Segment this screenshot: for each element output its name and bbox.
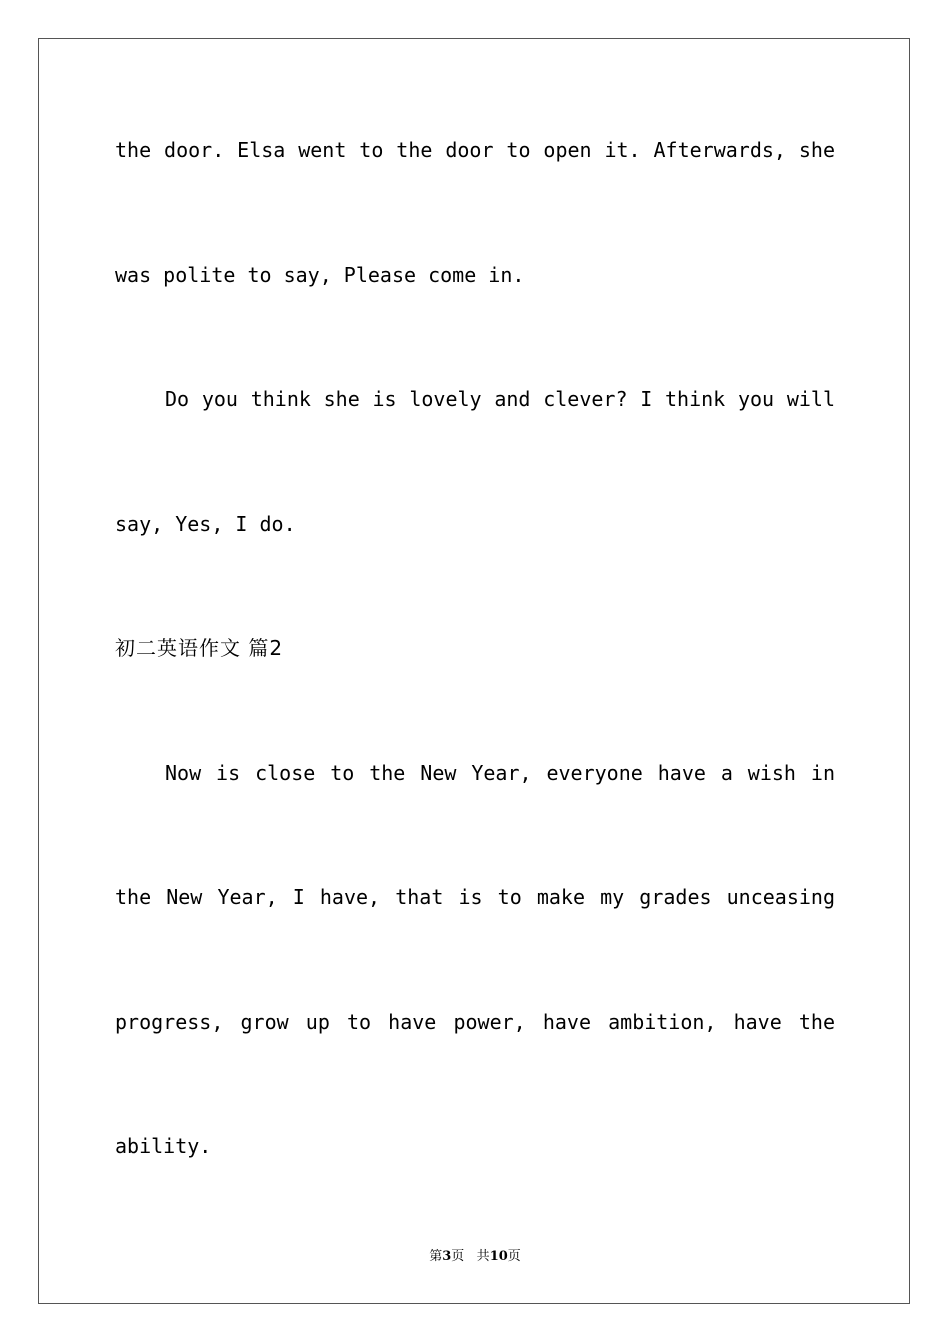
paragraph-line: the New Year, I have, that is to make my grades unceasing xyxy=(115,885,835,909)
section-heading: 初二英语作文 篇2 xyxy=(115,636,284,660)
paragraph-line: progress, grow up to have power, have ambition, have the xyxy=(115,1010,835,1034)
paragraph-line: the door. Elsa went to the door to open it. Afterwards, she xyxy=(115,138,835,162)
footer-total-suffix: 页 xyxy=(507,1249,521,1264)
paragraph-line: ability. xyxy=(115,1134,212,1158)
paragraph-line: was polite to say, Please come in. xyxy=(115,263,525,287)
paragraph-line: Now is close to the New Year, everyone have a wish in xyxy=(165,761,835,785)
footer-total-pages: 10 xyxy=(489,1249,508,1264)
footer-prefix: 第 xyxy=(429,1249,443,1264)
page-border xyxy=(38,38,910,1304)
footer-total-prefix: 共 xyxy=(476,1249,490,1264)
footer-page-suffix: 页 xyxy=(451,1249,465,1264)
page-footer xyxy=(0,1248,950,1266)
paragraph-line: Do you think she is lovely and clever? I think you will xyxy=(165,387,835,411)
footer-current-page: 3 xyxy=(442,1249,452,1264)
paragraph-line: say, Yes, I do. xyxy=(115,512,296,536)
